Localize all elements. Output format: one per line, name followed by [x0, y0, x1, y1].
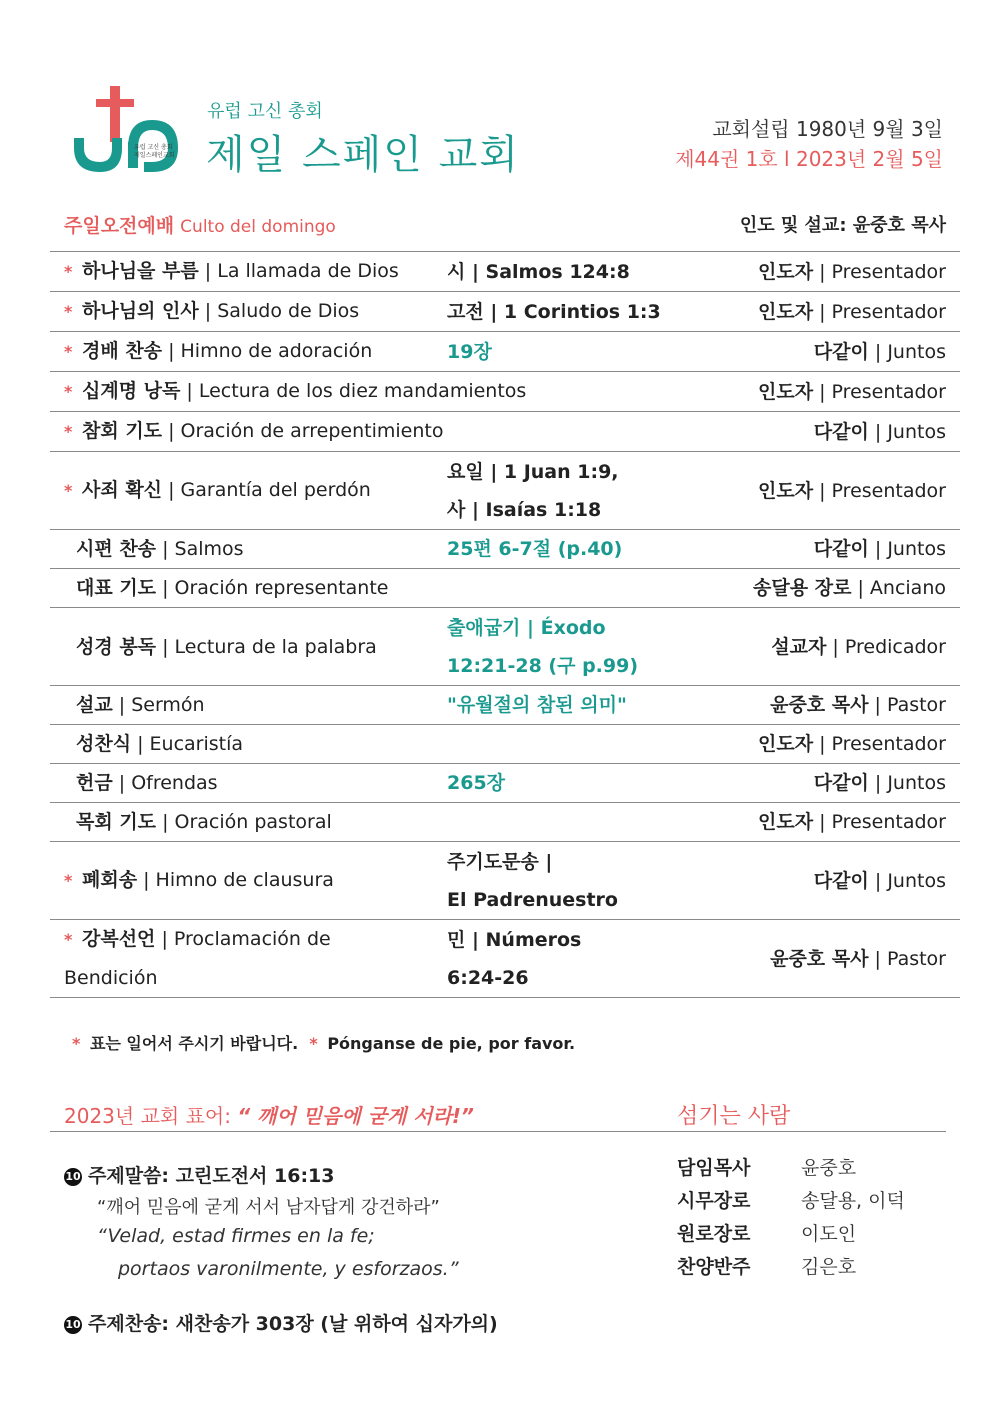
table-row	[50, 530, 960, 569]
item-ref-line2: 12:21-28 (구 p.99)	[447, 654, 639, 677]
theme-verse-ko: “깨어 믿음에 굳게 서서 남자답게 강건하라”	[97, 1197, 440, 1218]
item-who-es: | Presentador	[813, 733, 946, 755]
item-name-ko: 목회 기도	[76, 811, 157, 833]
table-row	[50, 569, 960, 608]
theme-verse-es-line1: “Velad, estad firmes en la fe;	[97, 1225, 375, 1247]
item-who: 인도자	[758, 811, 814, 833]
number-circle-icon: 10	[64, 1168, 82, 1186]
item-name-ko: 성찬식	[76, 733, 132, 755]
standing-note-es: Pónganse de pie, por favor.	[327, 1034, 576, 1053]
item-ref-line1: 민 | Números	[447, 928, 582, 951]
standing-mark: *	[64, 342, 73, 361]
theme-verse-label: 주제말씀: 고린도전서 16:13	[88, 1165, 335, 1187]
item-who-es: | Presentador	[813, 300, 946, 323]
table-row	[50, 842, 960, 920]
item-name-es: | Lectura de la palabra	[156, 635, 377, 658]
item-who: 다같이	[813, 340, 869, 363]
staff-heading: 섬기는 사람	[677, 1104, 791, 1129]
number-circle-icon: 10	[64, 1316, 82, 1334]
item-who: 윤중호 목사	[770, 947, 869, 970]
item-who-es: | Pastor	[868, 947, 946, 970]
item-ref: 265장	[447, 772, 506, 794]
item-who: 인도자	[758, 733, 814, 755]
table-row	[50, 686, 960, 725]
item-name-es: | Himno de clausura	[137, 869, 334, 891]
item-who-es: | Presentador	[813, 380, 946, 403]
order-of-worship	[50, 251, 960, 998]
issue-info: 제44권 1호 l 2023년 2월 5일	[675, 147, 943, 171]
item-ref: 고전 | 1 Corintios 1:3	[447, 300, 661, 323]
motto-text: “ 깨어 믿음에 굳게 서라!”	[237, 1104, 474, 1128]
table-row	[50, 412, 960, 452]
standing-mark: *	[64, 382, 73, 401]
service-title-ko: 주일오전예배	[64, 215, 175, 237]
theme-hymn-label: 주제찬송: 새찬송가 303장 (날 위하여 십자가의)	[88, 1313, 498, 1335]
section-divider	[50, 1131, 946, 1132]
item-name-es: | Oración representante	[156, 577, 389, 599]
item-name-es: | Garantía del perdón	[162, 479, 371, 501]
item-who-es: | Anciano	[851, 577, 946, 599]
motto-label: 2023년 교회 표어:	[64, 1104, 238, 1128]
table-row	[50, 608, 960, 686]
item-who-es: | Juntos	[868, 869, 946, 892]
standing-mark: *	[309, 1034, 318, 1053]
table-row	[50, 292, 960, 332]
service-leader: 인도 및 설교: 윤중호 목사	[739, 215, 946, 236]
item-who: 인도자	[758, 380, 814, 403]
table-row	[50, 803, 960, 842]
staff-name: 김은호	[801, 1256, 857, 1278]
item-ref-line2: 6:24-26	[447, 966, 529, 989]
table-row	[50, 725, 960, 764]
item-ref-line1: 요일 | 1 Juan 1:9,	[447, 460, 619, 483]
table-row	[50, 920, 960, 998]
item-who-es: | Pastor	[868, 694, 946, 716]
item-name-es: | Eucaristía	[131, 733, 244, 755]
item-name-es: | Lectura de los diez mandamientos	[180, 380, 527, 402]
item-ref-line1: 출애굽기 | Éxodo	[447, 616, 606, 639]
standing-mark: *	[64, 930, 73, 949]
item-name-ko: 하나님의 인사	[82, 300, 199, 322]
item-name-ko: 십계명 낭독	[82, 380, 181, 402]
church-name: 제일 스페인 교회	[206, 132, 520, 178]
item-name-es-line2: Bendición	[64, 967, 158, 989]
item-who: 설교자	[771, 635, 827, 658]
standing-mark: *	[64, 262, 73, 281]
item-name-ko: 사죄 확신	[82, 479, 163, 501]
list-item	[677, 1218, 905, 1251]
staff-role: 원로장로	[677, 1223, 751, 1245]
item-name-ko: 대표 기도	[76, 577, 157, 599]
item-ref-line2: 사 | Isaías 1:18	[447, 498, 602, 521]
standing-note-ko: 표는 일어서 주시기 바랍니다.	[89, 1034, 299, 1053]
item-name-ko: 하나님을 부름	[82, 260, 199, 282]
item-who-es: | Presentador	[813, 260, 946, 283]
item-name-es: | Ofrendas	[112, 772, 218, 794]
staff-role: 담임목사	[677, 1157, 751, 1179]
staff-list	[677, 1152, 905, 1284]
table-row	[50, 764, 960, 803]
table-row	[50, 252, 960, 292]
item-who: 다같이	[813, 420, 869, 443]
item-ref: 시 | Salmos 124:8	[447, 260, 630, 283]
item-name-es: | Proclamación de	[155, 928, 331, 950]
item-who-es: | Juntos	[868, 538, 946, 560]
standing-mark: *	[64, 302, 73, 321]
list-item	[677, 1152, 905, 1185]
item-ref: 25편 6-7절 (p.40)	[447, 538, 623, 560]
item-who-es: | Juntos	[868, 420, 946, 443]
standing-mark: *	[64, 422, 73, 441]
standing-mark: *	[64, 871, 73, 890]
list-item	[677, 1251, 905, 1284]
theme-verse-heading	[64, 1161, 335, 1188]
item-who: 인도자	[758, 260, 814, 283]
org-subtitle: 유럽 고신 총회	[207, 101, 323, 122]
item-who: 인도자	[758, 479, 814, 502]
item-who-es: | Juntos	[868, 340, 946, 363]
item-who: 윤중호 목사	[770, 694, 869, 716]
staff-role: 찬양반주	[677, 1256, 751, 1278]
item-name-ko: 강복선언	[82, 928, 156, 950]
item-who-es: | Presentador	[813, 811, 946, 833]
item-name-ko: 설교	[76, 694, 113, 716]
service-title-es: Culto del domingo	[180, 217, 336, 237]
table-row	[50, 452, 960, 530]
item-name-ko: 헌금	[76, 772, 113, 794]
theme-verse-es-line2: portaos varonilmente, y esforzaos.”	[118, 1258, 459, 1280]
staff-name: 송달용, 이덕	[801, 1190, 905, 1212]
staff-role: 시무장로	[677, 1190, 751, 1212]
item-name-ko: 시편 찬송	[76, 538, 157, 560]
theme-hymn-heading	[64, 1309, 498, 1336]
item-who-es: | Presentador	[813, 479, 946, 502]
item-who-es: | Juntos	[868, 772, 946, 794]
item-name-es: | Himno de adoración	[162, 340, 373, 362]
standing-mark: *	[72, 1034, 81, 1053]
church-logo	[66, 86, 186, 182]
motto-heading	[64, 1100, 474, 1129]
staff-name: 윤중호	[801, 1157, 857, 1179]
item-ref-line1: 주기도문송 |	[447, 850, 553, 873]
table-row	[50, 372, 960, 412]
item-who: 인도자	[758, 300, 814, 323]
table-row	[50, 332, 960, 372]
svg-text:유럽 고신 총회: 유럽 고신 총회	[134, 144, 173, 151]
item-who: 송달용 장로	[753, 577, 852, 599]
item-name-ko: 폐회송	[82, 869, 138, 891]
item-who: 다같이	[813, 869, 869, 892]
item-name-es: | Saludo de Dios	[198, 300, 360, 322]
staff-name: 이도인	[801, 1223, 857, 1245]
item-name-es: | Oración de arrepentimiento	[162, 420, 444, 442]
service-title	[64, 211, 336, 238]
item-name-ko: 성경 봉독	[76, 635, 157, 658]
svg-text:제일스페인교회: 제일스페인교회	[134, 152, 175, 159]
item-name-es: | Sermón	[112, 694, 205, 716]
item-ref: 19장	[447, 340, 492, 363]
item-name-ko: 경배 찬송	[82, 340, 163, 362]
item-who: 다같이	[813, 772, 869, 794]
item-name-es: | Oración pastoral	[156, 811, 332, 833]
standing-mark: *	[64, 481, 73, 500]
item-who: 다같이	[813, 538, 869, 560]
item-who-es: | Predicador	[826, 635, 946, 658]
sermon-title: "유월절의 참된 의미"	[447, 694, 627, 716]
list-item	[677, 1185, 905, 1218]
item-name-ko: 참회 기도	[82, 420, 163, 442]
item-name-es: | La llamada de Dios	[198, 260, 399, 282]
established-date: 교회설립 1980년 9월 3일	[712, 117, 943, 141]
standing-note	[72, 1031, 575, 1054]
item-name-es: | Salmos	[156, 538, 244, 560]
item-ref-line2: El Padrenuestro	[447, 888, 618, 911]
